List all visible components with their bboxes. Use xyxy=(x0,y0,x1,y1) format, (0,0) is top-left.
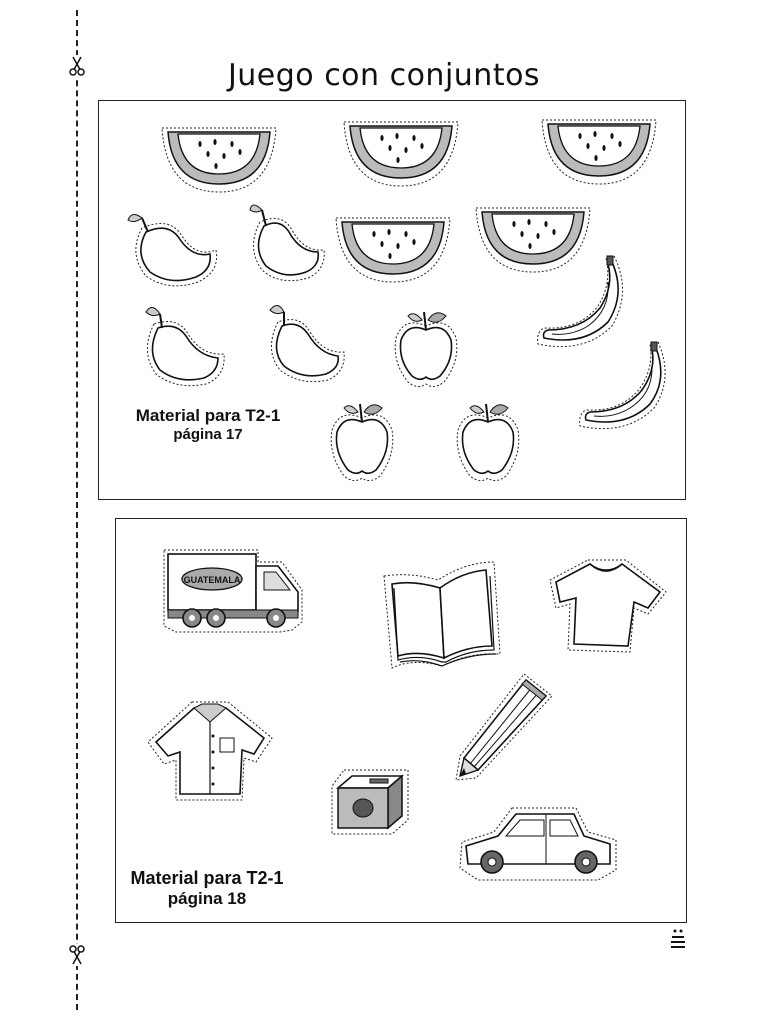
material-label-line2: página 17 xyxy=(173,426,243,443)
material-label-line1: Material para T2-1 xyxy=(130,868,284,888)
watermelon-icon[interactable] xyxy=(342,116,460,193)
mango-icon[interactable] xyxy=(244,198,328,293)
mango-icon[interactable] xyxy=(124,206,224,297)
apple-icon[interactable] xyxy=(390,304,462,395)
shirt-icon[interactable] xyxy=(146,700,274,807)
banana-icon[interactable] xyxy=(574,338,674,443)
tshirt-icon[interactable] xyxy=(548,556,668,659)
material-label-line1: Material para T2-1 xyxy=(135,406,281,425)
watermelon-icon[interactable] xyxy=(160,122,278,199)
pencil-icon[interactable] xyxy=(454,672,554,787)
material-label-line2: página 18 xyxy=(167,889,247,908)
truck-text: GUATEMALA xyxy=(183,575,241,585)
watermelon-icon[interactable] xyxy=(334,212,452,289)
book-icon[interactable] xyxy=(380,558,502,677)
page-title: Juego con conjuntos xyxy=(227,58,541,93)
publisher-mark-icon xyxy=(670,928,686,950)
material-label-18 xyxy=(118,868,296,909)
material-label-17 xyxy=(118,406,298,443)
watermelon-icon[interactable] xyxy=(540,114,658,191)
mango-icon[interactable] xyxy=(262,298,348,393)
scissors-icon xyxy=(66,944,88,966)
car-icon[interactable] xyxy=(458,806,618,887)
apple-icon[interactable] xyxy=(452,396,524,489)
truck-icon[interactable] xyxy=(160,546,304,641)
sharpener-icon[interactable] xyxy=(330,768,410,841)
apple-icon[interactable] xyxy=(326,396,398,489)
mango-icon[interactable] xyxy=(138,300,228,397)
cut-line xyxy=(76,10,78,1010)
